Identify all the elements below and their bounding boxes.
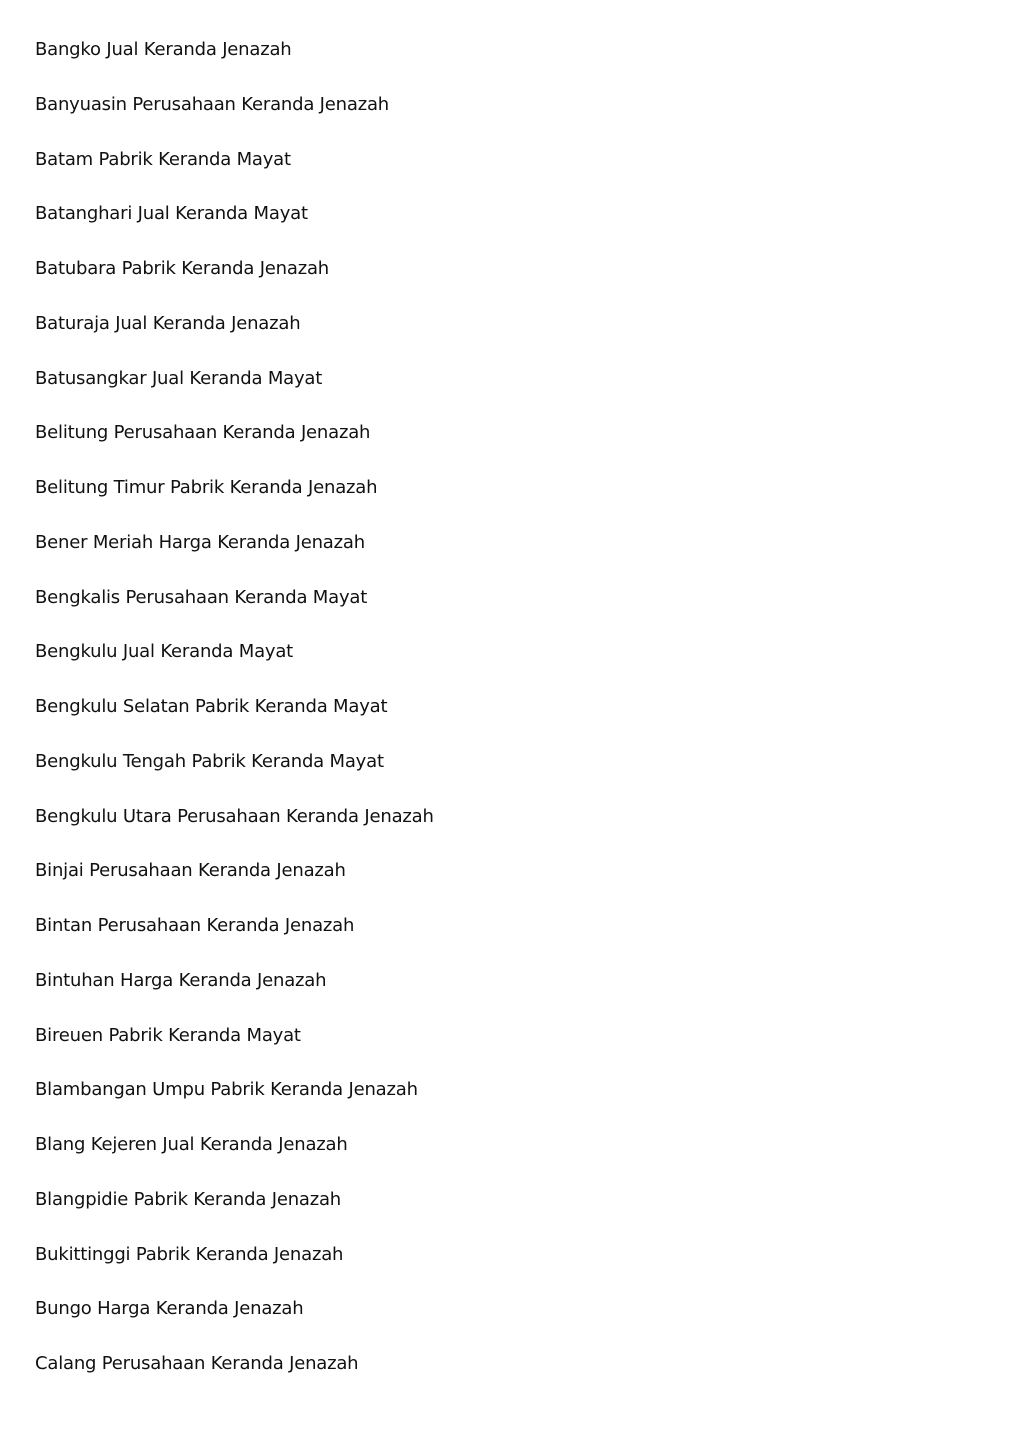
list-item: Bengkalis Perusahaan Keranda Mayat: [35, 586, 368, 608]
list-item: Batusangkar Jual Keranda Mayat: [35, 367, 323, 389]
text-list: [35, 36, 434, 1405]
list-item: Blambangan Umpu Pabrik Keranda Jenazah: [35, 1079, 418, 1101]
list-item: Bukittinggi Pabrik Keranda Jenazah: [35, 1243, 344, 1265]
list-item: Blangpidie Pabrik Keranda Jenazah: [35, 1188, 342, 1210]
list-item: Bireuen Pabrik Keranda Mayat: [35, 1024, 301, 1046]
list-item: Bintan Perusahaan Keranda Jenazah: [35, 915, 355, 936]
list-item: Bengkulu Jual Keranda Mayat: [35, 641, 294, 663]
list-item: Batanghari Jual Keranda Mayat: [35, 203, 308, 225]
list-item: Belitung Timur Pabrik Keranda Jenazah: [35, 477, 378, 498]
list-item: Binjai Perusahaan Keranda Jenazah: [35, 860, 346, 882]
list-item: Batam Pabrik Keranda Mayat: [35, 148, 291, 170]
list-item: Belitung Perusahaan Keranda Jenazah: [35, 422, 371, 444]
list-item: Bengkulu Utara Perusahaan Keranda Jenazah: [35, 805, 434, 827]
list-item: Banyuasin Perusahaan Keranda Jenazah: [35, 93, 389, 115]
list-item: Bungo Harga Keranda Jenazah: [35, 1298, 304, 1320]
list-item: Bener Meriah Harga Keranda Jenazah: [35, 531, 365, 553]
list-item: Bengkulu Selatan Pabrik Keranda Mayat: [35, 696, 388, 717]
list-item: Calang Perusahaan Keranda Jenazah: [35, 1353, 359, 1374]
list-item: Blang Kejeren Jual Keranda Jenazah: [35, 1134, 348, 1155]
list-item: Bintuhan Harga Keranda Jenazah: [35, 969, 327, 991]
list-item: Baturaja Jual Keranda Jenazah: [35, 312, 301, 334]
list-item: Bangko Jual Keranda Jenazah: [35, 39, 292, 60]
list-item: Batubara Pabrik Keranda Jenazah: [35, 258, 330, 279]
list-item: Bengkulu Tengah Pabrik Keranda Mayat: [35, 750, 384, 772]
